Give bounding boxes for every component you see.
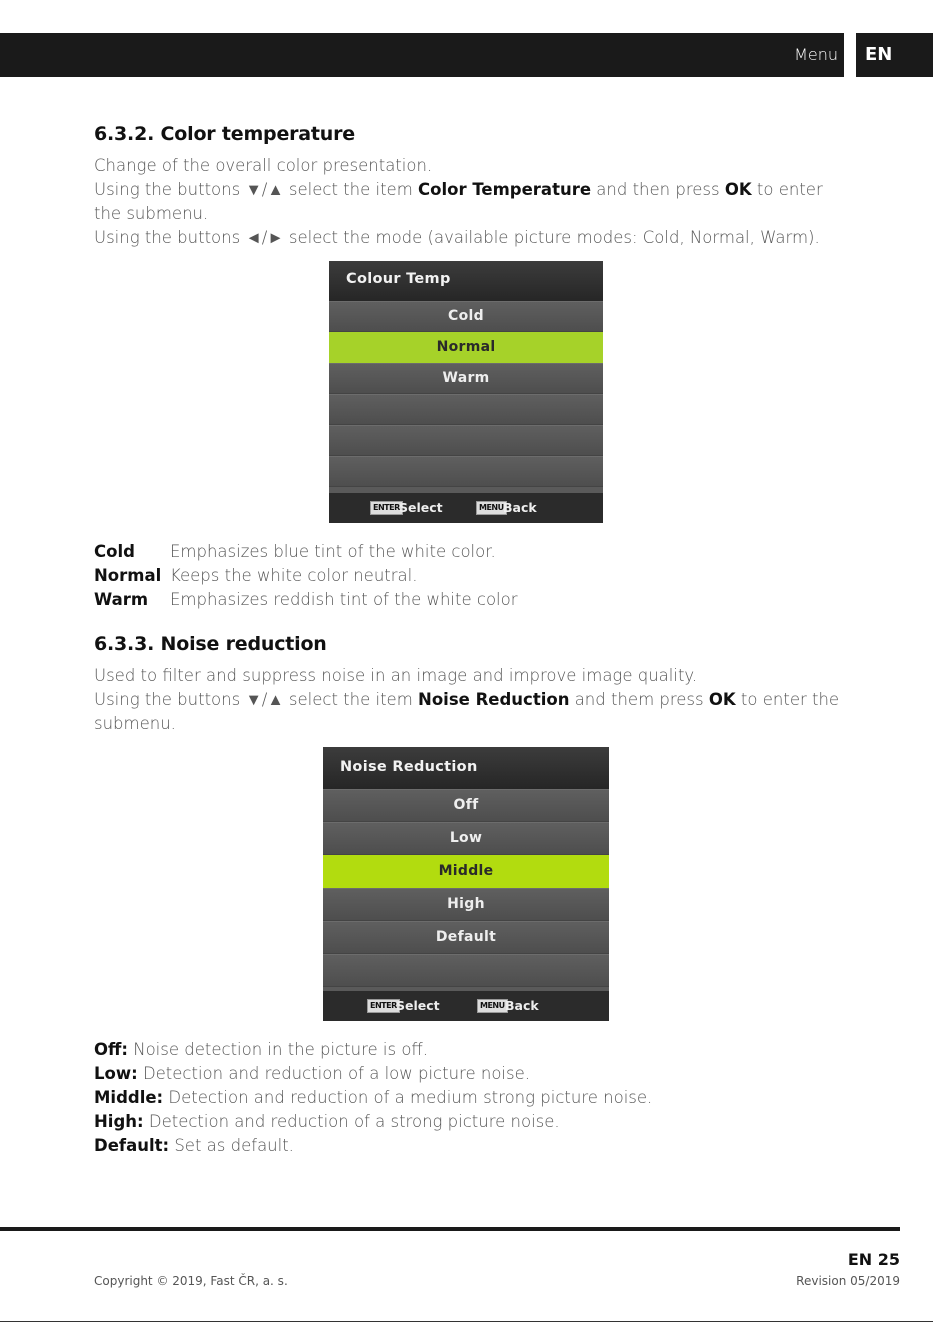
colour-temp-osd-menu — [329, 261, 603, 523]
definition-desc: Noise detection in the picture is off. — [128, 1040, 429, 1059]
select-hint: Select — [399, 500, 443, 515]
definition-row — [94, 1134, 652, 1158]
definition-desc: Set as default. — [169, 1136, 294, 1155]
osd-menu-item: Warm — [329, 363, 603, 394]
osd-menu-item — [329, 394, 603, 425]
osd-menu-item: Off — [323, 789, 609, 822]
back-hint: Back — [503, 500, 537, 515]
bottom-rule — [0, 1321, 933, 1322]
definition-desc: Emphasizes blue tint of the white color. — [170, 542, 496, 561]
definition-row — [94, 1086, 652, 1110]
osd-menu-item: Middle — [323, 855, 609, 888]
noise-reduction-definitions — [94, 1038, 652, 1158]
section2-line1: Used to filter and suppress noise in an image and improve image quality. — [94, 666, 698, 685]
osd-menu-item — [329, 456, 603, 487]
definition-row — [94, 540, 518, 564]
definition-row — [94, 1110, 652, 1134]
osd-footer — [329, 493, 603, 523]
language-badge: EN — [856, 33, 933, 77]
color-temp-definitions — [94, 540, 518, 612]
section-title-noise-reduction: 6.3.3. Noise reduction — [94, 633, 327, 655]
section1-line1: Change of the overall color presentation. — [94, 156, 433, 175]
section2-line2: Using the buttons ▼/▲ select the item Noise Reduction and them press OK to enter the submenu. — [94, 690, 840, 733]
header-menu-label: Menu — [794, 45, 838, 64]
definition-term: Cold — [94, 542, 135, 561]
osd-menu-item: Default — [323, 921, 609, 954]
osd-menu-item: Cold — [329, 301, 603, 332]
osd-menu-item: Low — [323, 822, 609, 855]
definition-term: Warm — [94, 590, 149, 609]
copyright: Copyright © 2019, Fast ČR, a. s. — [94, 1274, 288, 1288]
section1-line2: Using the buttons ▼/▲ select the item Color Temperature and then press OK to enter the submenu. — [94, 180, 823, 223]
definition-term: Middle: — [94, 1088, 164, 1107]
definition-desc: Detection and reduction of a low picture noise. — [137, 1064, 530, 1083]
definition-row — [94, 1038, 652, 1062]
definition-term: Normal — [94, 566, 162, 585]
revision: Revision 05/2019 — [796, 1274, 900, 1288]
osd-footer — [323, 991, 609, 1021]
enter-key-icon: ENTER — [367, 999, 400, 1013]
osd-menu-item: High — [323, 888, 609, 921]
header-bar — [0, 33, 844, 77]
section1-body — [94, 154, 854, 250]
definition-desc: Emphasizes reddish tint of the white color — [170, 590, 518, 609]
select-hint: Select — [396, 998, 440, 1013]
back-hint: Back — [505, 998, 539, 1013]
definition-row — [94, 588, 518, 612]
osd-menu-item — [323, 954, 609, 987]
definition-desc: Detection and reduction of a strong picture noise. — [143, 1112, 560, 1131]
osd-title: Noise Reduction — [323, 747, 609, 789]
definition-term: Default: — [94, 1136, 170, 1155]
menu-key-icon: MENU — [477, 999, 508, 1013]
definition-term: Off: — [94, 1040, 128, 1059]
section2-body — [94, 664, 854, 736]
noise-reduction-osd-menu — [323, 747, 609, 1021]
section-title-color-temperature: 6.3.2. Color temperature — [94, 123, 355, 145]
definition-desc: Keeps the white color neutral. — [170, 566, 418, 585]
definition-desc: Detection and reduction of a medium strong picture noise. — [163, 1088, 653, 1107]
definition-term: High: — [94, 1112, 144, 1131]
footer-rule — [0, 1227, 900, 1231]
osd-menu-item: Normal — [329, 332, 603, 363]
menu-key-icon: MENU — [476, 501, 507, 515]
enter-key-icon: ENTER — [370, 501, 403, 515]
section1-line3: Using the buttons ◄/► select the mode (available picture modes: Cold, Normal, Warm). — [94, 228, 820, 247]
osd-title: Colour Temp — [329, 261, 603, 301]
definition-term: Low: — [94, 1064, 138, 1083]
definition-row — [94, 1062, 652, 1086]
page-number: EN 25 — [847, 1250, 900, 1269]
definition-row — [94, 564, 518, 588]
osd-menu-item — [329, 425, 603, 456]
